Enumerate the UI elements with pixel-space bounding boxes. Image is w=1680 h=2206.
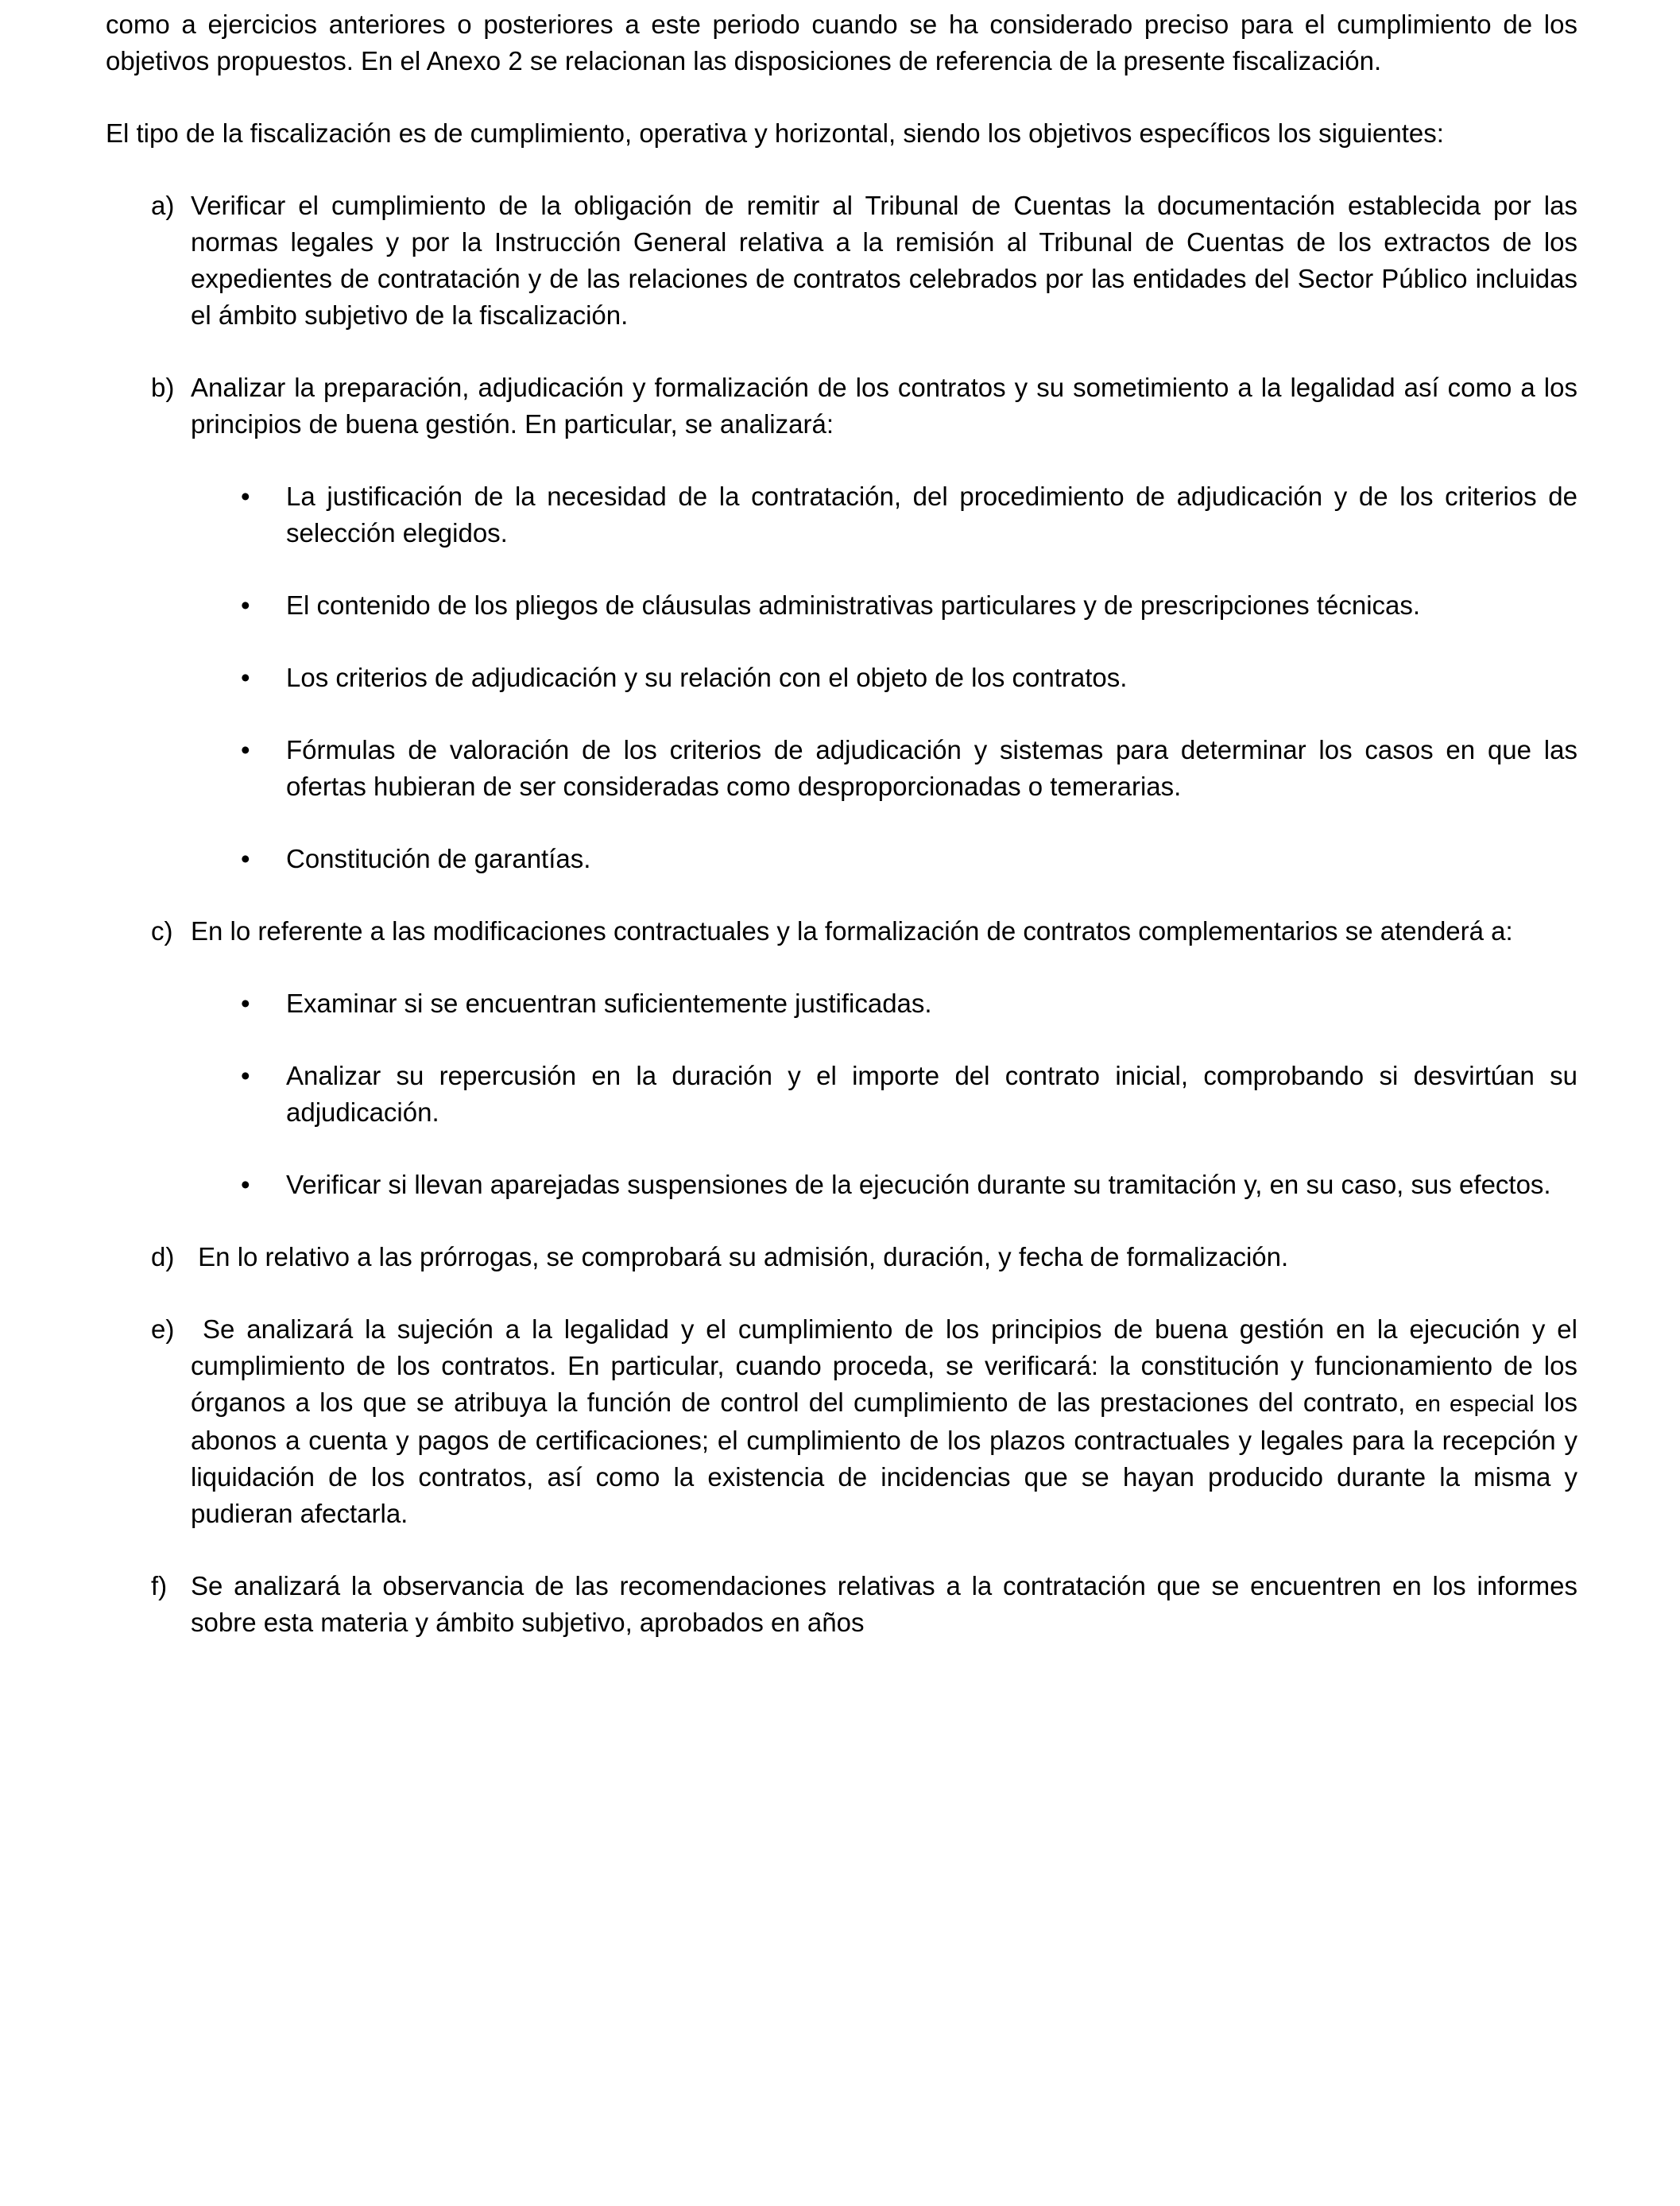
text-run: Analizar la preparación, adjudicación y formalización de los contratos y su sometimiento a la legalidad así como a los principios de buena gestión. En particular, se analizará:	[191, 373, 1577, 439]
text-run: como a ejercicios anteriores o posteriores a este periodo cuando se ha considerado preciso para el cumplimiento de los objetivos propuestos. En el Anexo 2 se relacionan las disposiciones de referencia de la presente fiscalización.	[106, 10, 1577, 75]
text-run: Examinar si se encuentran suficientemente justificadas.	[286, 989, 932, 1018]
text-run: Verificar si llevan aparejadas suspensiones de la ejecución durante su tramitación y, en su caso, sus efectos.	[286, 1170, 1551, 1199]
text-run: los abonos a cuenta y pagos de certificaciones; el cumplimiento de los plazos contractuales y legales para la recepción y liquidación de los contratos, así como la existencia de incidencias que se hayan producido durante la misma y pudieran afectarla.	[191, 1387, 1577, 1528]
bullet-list-item	[106, 841, 1577, 877]
list-letter-marker: e)	[151, 1314, 175, 1344]
bullet-list-item	[106, 985, 1577, 1022]
text-run: Se analizará la sujeción a la legalidad y el cumplimiento de los principios de buena gestión en la ejecución y el cumplimiento de los contratos. En particular, cuando proceda, se verificará: la constitución y funcionamiento de los órganos a los que se atribuya la función de control del cumplimiento de las prestaciones del contrato,	[191, 1314, 1577, 1417]
document-body	[106, 6, 1577, 1641]
text-run: Constitución de garantías.	[286, 844, 591, 873]
lettered-list-item	[106, 370, 1577, 443]
text-run: El contenido de los pliegos de cláusulas administrativas particulares y de prescripciones técnicas.	[286, 590, 1421, 620]
lettered-list-item	[106, 1311, 1577, 1532]
text-run: Verificar el cumplimiento de la obligación de remitir al Tribunal de Cuentas la documentación establecida por las normas legales y por la Instrucción General relativa a la remisión al Tribunal de Cuentas de los extractos de los expedientes de contratación y de las relaciones de contratos celebrados por las entidades del Sector Público incluidas el ámbito subjetivo de la fiscalización.	[191, 191, 1577, 330]
bullet-list-item	[106, 1058, 1577, 1131]
bullet-list-item	[106, 660, 1577, 696]
bullet-list-item	[106, 587, 1577, 624]
list-letter-marker: d)	[151, 1242, 175, 1271]
text-run: En lo relativo a las prórrogas, se comprobará su admisión, duración, y fecha de formalización.	[191, 1242, 1289, 1271]
lettered-list-item	[106, 913, 1577, 950]
text-run: El tipo de la fiscalización es de cumplimiento, operativa y horizontal, siendo los objetivos específicos los siguientes:	[106, 118, 1444, 148]
paragraph	[106, 115, 1577, 152]
bullet-list-item	[106, 1167, 1577, 1203]
list-letter-marker: a)	[151, 191, 175, 220]
text-run: La justificación de la necesidad de la contratación, del procedimiento de adjudicación y de los criterios de selección elegidos.	[286, 482, 1577, 548]
lettered-list-item	[106, 1568, 1577, 1641]
bullet-icon: •	[241, 663, 250, 692]
list-letter-marker: f)	[151, 1571, 168, 1600]
bullet-icon: •	[241, 989, 250, 1018]
bullet-icon: •	[241, 844, 250, 873]
bullet-icon: •	[241, 482, 250, 511]
text-run: Los criterios de adjudicación y su relación con el objeto de los contratos.	[286, 663, 1128, 692]
list-letter-marker: b)	[151, 373, 175, 402]
text-run: Fórmulas de valoración de los criterios de adjudicación y sistemas para determinar los casos en que las ofertas hubieran de ser consideradas como desproporcionadas o temerarias.	[286, 735, 1577, 801]
bullet-icon: •	[241, 1170, 250, 1199]
bullet-list-item	[106, 478, 1577, 552]
text-run: Se analizará la observancia de las recomendaciones relativas a la contratación que se encuentren en los informes sobre esta materia y ámbito subjetivo, aprobados en años	[191, 1571, 1577, 1637]
bullet-icon: •	[241, 590, 250, 620]
bullet-icon: •	[241, 1061, 250, 1090]
paragraph	[106, 6, 1577, 79]
lettered-list-item	[106, 188, 1577, 334]
list-letter-marker: c)	[151, 916, 173, 946]
text-run: en especial	[1415, 1391, 1535, 1417]
lettered-list-item	[106, 1239, 1577, 1275]
bullet-icon: •	[241, 735, 250, 764]
text-run: Analizar su repercusión en la duración y el importe del contrato inicial, comprobando si desvirtúan su adjudicación.	[286, 1061, 1577, 1127]
bullet-list-item	[106, 732, 1577, 805]
text-run: En lo referente a las modificaciones contractuales y la formalización de contratos complementarios se atenderá a:	[191, 916, 1513, 946]
